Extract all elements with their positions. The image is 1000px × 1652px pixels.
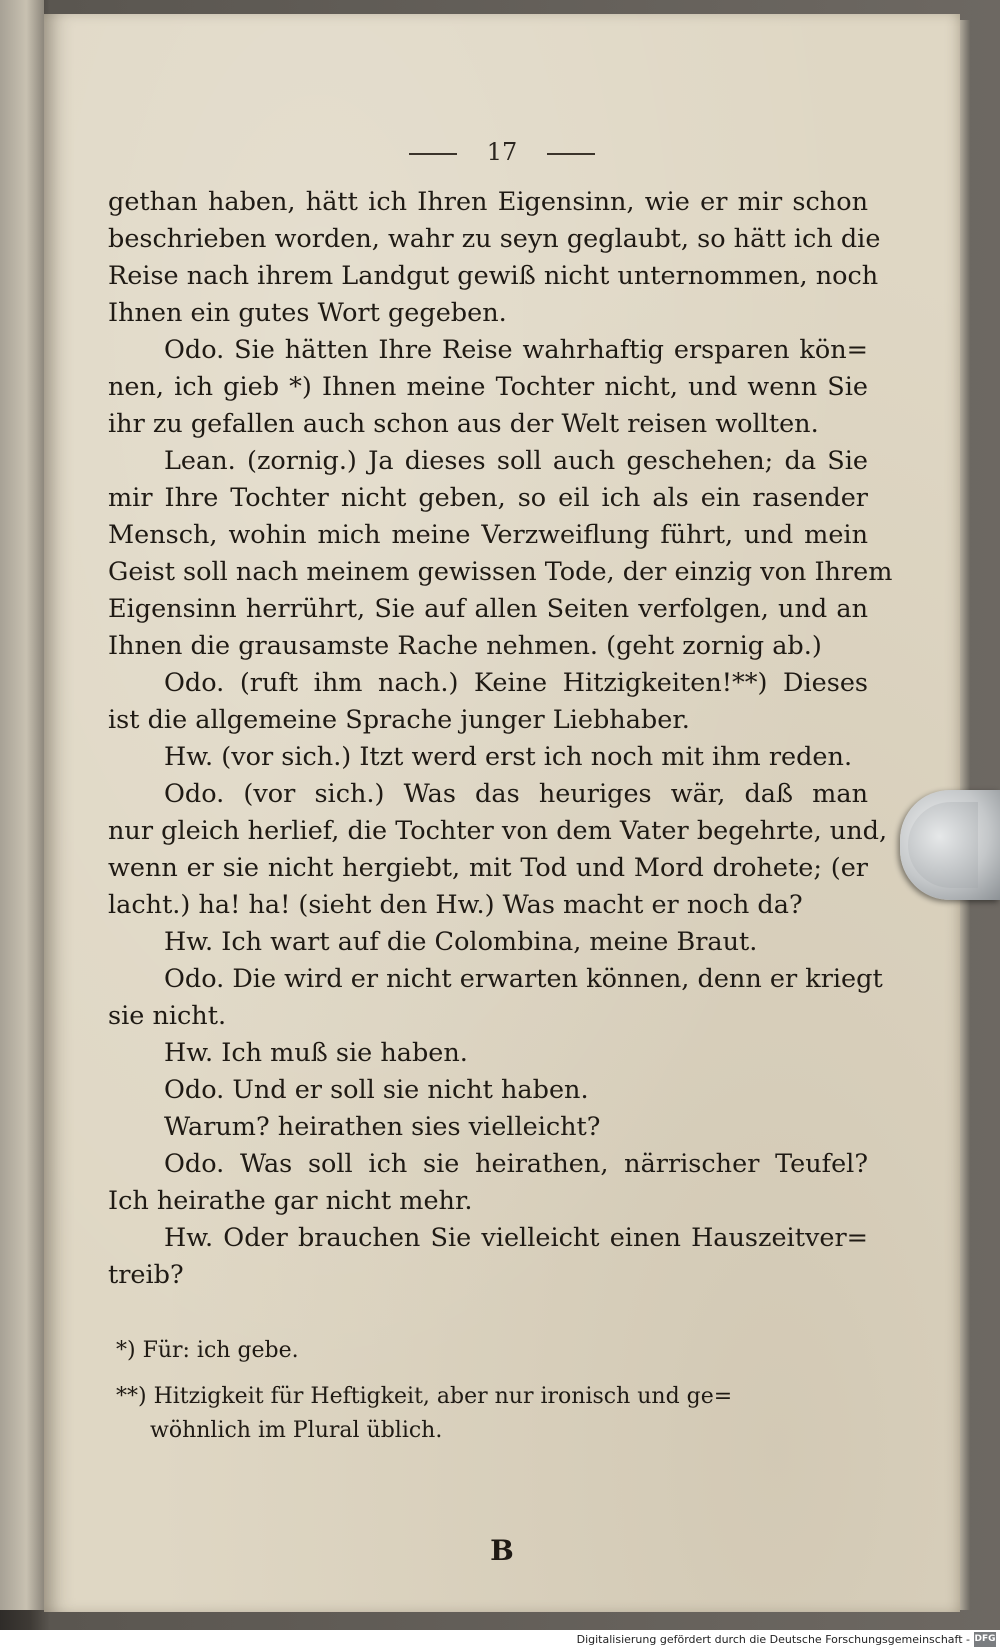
footnotes (116, 1334, 876, 1448)
body-text (108, 184, 893, 1294)
text-line: lacht.) ha! ha! (sieht den Hw.) Was macht er noch da? (108, 890, 803, 920)
footnote-spacer (116, 1368, 876, 1380)
text-line: Odo. Die wird er nicht erwarten können, denn er kriegt (164, 964, 883, 994)
previous-page-edge (0, 0, 44, 1610)
dfg-logo: DFG (974, 1632, 996, 1647)
text-line: mir Ihre Tochter nicht geben, so eil ich als ein rasender (108, 483, 868, 513)
text-line: sie nicht. (108, 1001, 227, 1031)
text-line: treib? (108, 1260, 184, 1290)
text-line: Reise nach ihrem Landgut gewiß nicht unternommen, noch (108, 261, 879, 291)
text-line: Hw. (vor sich.) Itzt werd erst ich noch mit ihm reden. (164, 742, 853, 772)
text-line: wenn er sie nicht hergiebt, mit Tod und Mord drohete; (er (108, 853, 868, 883)
page-number: 17 (486, 138, 518, 166)
text-line: Ihnen die grausamste Rache nehmen. (geht zornig ab.) (108, 631, 822, 661)
text-line: Mensch, wohin mich meine Verzweiflung führt, und mein (108, 520, 868, 550)
text-line: Odo. (ruft ihm nach.) Keine Hitzigkeiten!**) Dieses (164, 668, 868, 698)
signature-mark: B (490, 1534, 514, 1567)
header-rule-left (409, 153, 457, 155)
text-line: Hw. Ich wart auf die Colombina, meine Braut. (164, 927, 758, 957)
text-line: Eigensinn herrührt, Sie auf allen Seiten verfolgen, und an (108, 594, 868, 624)
text-line: beschrieben worden, wahr zu seyn geglaubt, so hätt ich die (108, 224, 881, 254)
text-line: Lean. (zornig.) Ja dieses soll auch geschehen; da Sie (164, 446, 868, 476)
footnote-2: **) Hitzigkeit für Heftigkeit, aber nur ironisch und ge= (116, 1384, 733, 1409)
text-line: Ihnen ein gutes Wort gegeben. (108, 298, 507, 328)
text-line: ihr zu gefallen auch schon aus der Welt reisen wollten. (108, 409, 819, 439)
text-line: Hw. Oder brauchen Sie vielleicht einen Hauszeitver= (164, 1223, 868, 1253)
text-line: Ich heirathe gar nicht mehr. (108, 1186, 473, 1216)
text-line: Odo. Sie hätten Ihre Reise wahrhaftig ersparen kön= (164, 335, 868, 365)
page-header (44, 138, 960, 178)
text-line: nen, ich gieb *) Ihnen meine Tochter nicht, und wenn Sie (108, 372, 868, 402)
text-line: Warum? heirathen sies vielleicht? (164, 1112, 601, 1142)
text-line: gethan haben, hätt ich Ihren Eigensinn, wie er mir schon (108, 187, 868, 217)
footnote-1: *) Für: ich gebe. (116, 1338, 299, 1363)
header-rule-right (547, 153, 595, 155)
text-line: Hw. Ich muß sie haben. (164, 1038, 468, 1068)
text-line: Geist soll nach meinem gewissen Tode, der einzig von Ihrem (108, 557, 893, 587)
text-line: Odo. (vor sich.) Was das heuriges wär, daß man (164, 779, 868, 809)
funding-credit: Digitalisierung gefördert durch die Deutsche Forschungsgemeinschaft - (576, 1633, 970, 1646)
text-line: nur gleich herlief, die Tochter von dem Vater begehrte, und, (108, 816, 888, 846)
text-line: Odo. Was soll ich sie heirathen, närrischer Teufel? (164, 1149, 868, 1179)
footnote-2-continued: wöhnlich im Plural üblich. (150, 1418, 443, 1443)
text-line: ist die allgemeine Sprache junger Liebhaber. (108, 705, 690, 735)
text-line: Odo. Und er soll sie nicht haben. (164, 1075, 589, 1105)
